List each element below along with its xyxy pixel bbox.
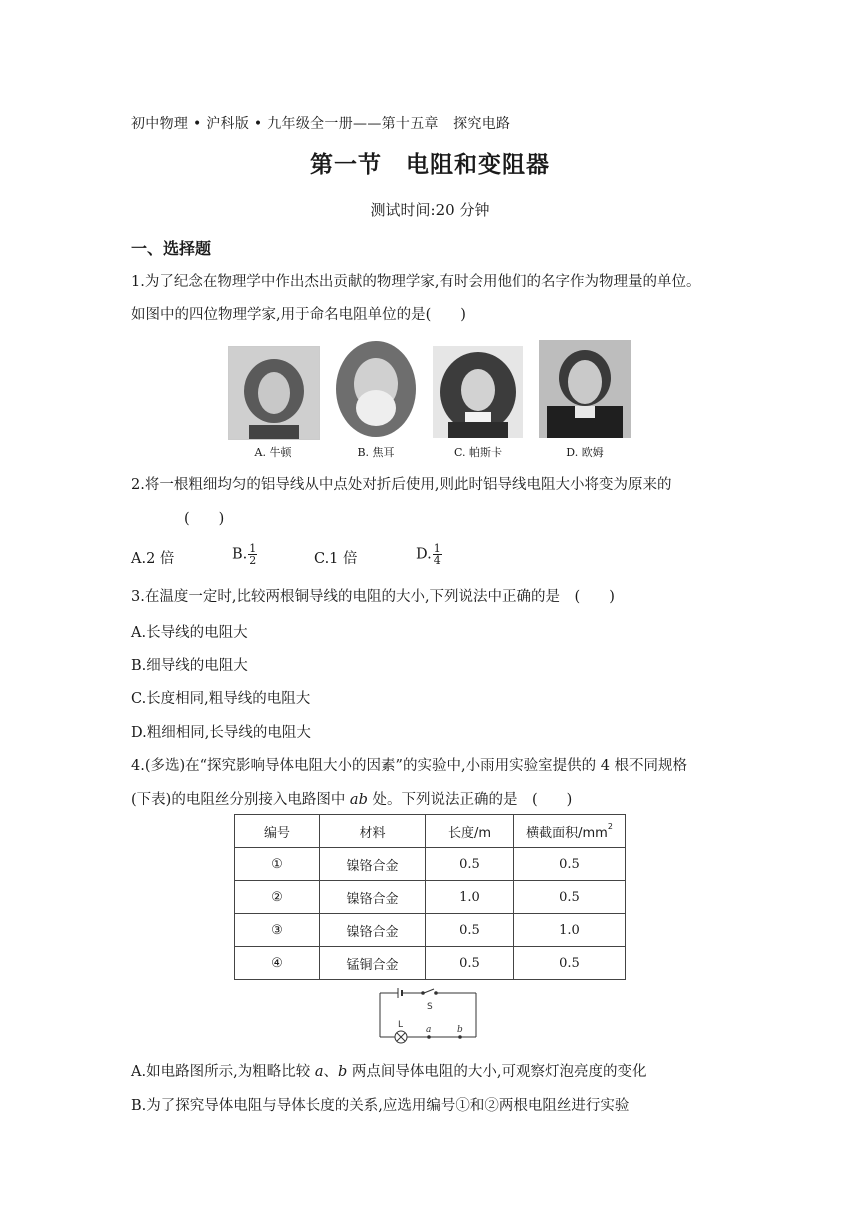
switch-label: S: [427, 1002, 433, 1012]
test-time: 测试时间:20 分钟: [370, 201, 490, 219]
fraction-numerator: 1: [433, 542, 441, 555]
q3-option-c: C.长度相同,粗导线的电阻大: [131, 691, 311, 707]
q2-option-d-label: D.: [416, 546, 432, 563]
col-header-area-label: 横截面积/mm: [526, 825, 608, 841]
q4-option-a-part1: A.如电路图所示,为粗略比较: [131, 1064, 315, 1080]
cell-material: 锰铜合金: [320, 947, 426, 980]
portrait-newton: [228, 346, 320, 440]
caption-b: B. 焦耳: [357, 446, 395, 459]
cell-length: 0.5: [426, 947, 514, 980]
q4-text-ab: ab: [349, 792, 368, 808]
cell-area: 1.0: [514, 914, 626, 947]
point-b-label: b: [457, 1025, 463, 1035]
page-header: 初中物理 • 沪科版 • 九年级全一册——第十五章 探究电路: [131, 116, 511, 132]
circuit-diagram: [370, 985, 485, 1047]
q3-text: 3.在温度一定时,比较两根铜导线的电阻的大小,下列说法中正确的是 ( ): [131, 589, 615, 605]
q4-option-b: B.为了探究导体电阻与导体长度的关系,应选用编号①和②两根电阻丝进行实验: [131, 1098, 630, 1114]
q3-option-a: A.长导线的电阻大: [131, 625, 248, 641]
cell-id: ①: [235, 848, 320, 881]
q2-text-line2: ( ): [184, 511, 225, 527]
fraction-numerator: 1: [249, 542, 257, 555]
page-title: 第一节 电阻和变阻器: [310, 152, 550, 178]
fraction-denominator: 2: [249, 554, 257, 567]
portrait-joule: [335, 340, 417, 438]
q2-option-d: [416, 543, 442, 566]
col-header-area: [514, 815, 626, 848]
cell-area: 0.5: [514, 947, 626, 980]
resistance-wire-table: [234, 814, 626, 980]
cell-length: 0.5: [426, 914, 514, 947]
cell-area: 0.5: [514, 848, 626, 881]
q3-option-d: D.粗细相同,长导线的电阻大: [131, 725, 311, 741]
fraction-one-quarter: [433, 543, 442, 566]
q4-option-a-part2: 两点间导体电阻的大小,可观察灯泡亮度的变化: [347, 1064, 647, 1080]
cell-material: 镍铬合金: [320, 914, 426, 947]
q4-option-a-a: a: [314, 1064, 324, 1080]
portrait-ohm: [539, 340, 631, 438]
cell-id: ③: [235, 914, 320, 947]
cell-length: 0.5: [426, 848, 514, 881]
table-row: [235, 914, 626, 947]
portrait-pascal: [433, 346, 523, 438]
q4-text-part2: 处。下列说法正确的是 ( ): [367, 792, 573, 808]
q4-option-a-b: b: [337, 1064, 348, 1080]
fraction-denominator: 4: [433, 554, 441, 567]
cell-material: 镍铬合金: [320, 881, 426, 914]
table-row: [235, 947, 626, 980]
q4-text-line2: [131, 788, 572, 809]
cell-material: 镍铬合金: [320, 848, 426, 881]
table-header-row: [235, 815, 626, 848]
q1-text-line2: 如图中的四位物理学家,用于命名电阻单位的是( ): [131, 307, 466, 323]
cell-id: ④: [235, 947, 320, 980]
caption-d: D. 欧姆: [566, 446, 604, 459]
q4-option-a: [131, 1060, 646, 1081]
q3-option-b: B.细导线的电阻大: [131, 658, 248, 674]
switch-blade: [424, 989, 434, 993]
q2-option-a: A.2 倍: [131, 551, 175, 567]
table-row: [235, 848, 626, 881]
cell-id: ②: [235, 881, 320, 914]
col-header-area-sup: 2: [607, 821, 613, 831]
caption-c: C. 帕斯卡: [453, 446, 503, 459]
cell-area: 0.5: [514, 881, 626, 914]
table-row: [235, 881, 626, 914]
point-a-label: a: [426, 1025, 432, 1035]
q2-option-c: C.1 倍: [314, 551, 358, 567]
cell-length: 1.0: [426, 881, 514, 914]
q1-text-line1: 1.为了纪念在物理学中作出杰出贡献的物理学家,有时会用他们的名字作为物理量的单位。: [131, 274, 701, 290]
col-header-length: 长度/m: [426, 815, 514, 848]
q2-option-b: [232, 543, 257, 566]
col-header-material: 材料: [320, 815, 426, 848]
q2-option-b-label: B.: [232, 546, 248, 563]
section-heading: 一、选择题: [131, 239, 212, 258]
q4-option-a-sep: 、: [323, 1064, 338, 1080]
q2-text-line1: 2.将一根粗细均匀的铝导线从中点处对折后使用,则此时铝导线电阻大小将变为原来的: [131, 477, 672, 493]
caption-a: A. 牛顿: [254, 446, 292, 459]
lamp-label: L: [398, 1020, 404, 1030]
q4-text-line1: 4.(多选)在“探究影响导体电阻大小的因素”的实验中,小雨用实验室提供的 4 根不同规格: [131, 758, 688, 774]
q4-text-part1: (下表)的电阻丝分别接入电路图中: [131, 792, 350, 808]
col-header-id: 编号: [235, 815, 320, 848]
fraction-one-half: [248, 543, 257, 566]
